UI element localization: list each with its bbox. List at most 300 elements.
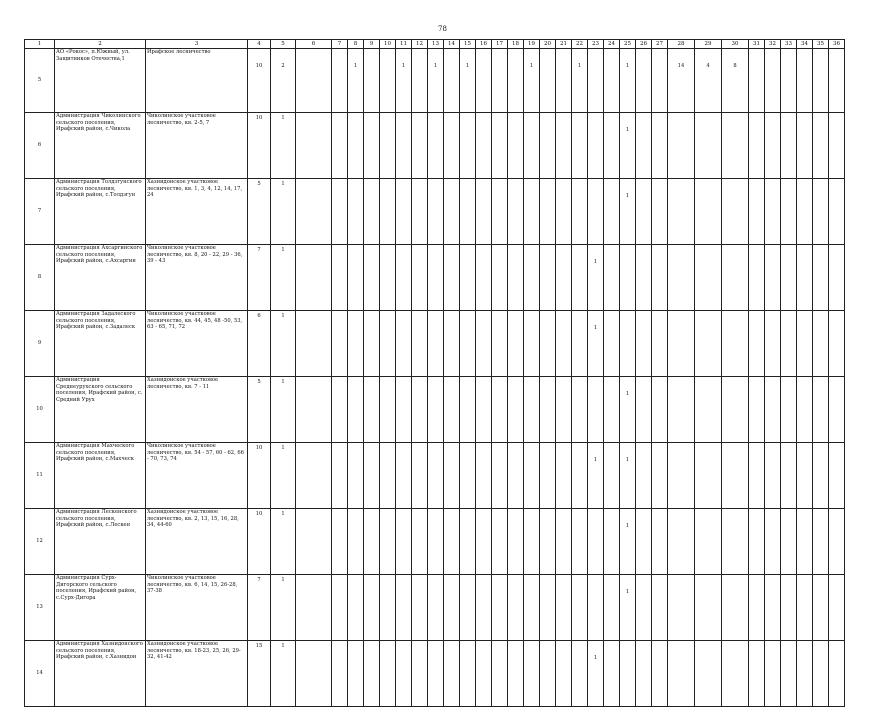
table-row	[25, 575, 845, 641]
row-number: 5	[25, 49, 55, 113]
value-cell	[636, 575, 652, 641]
value-cell	[636, 443, 652, 509]
value-cell	[749, 641, 765, 707]
value-cell	[508, 509, 524, 575]
column-number: 30	[722, 40, 749, 49]
value-cell	[540, 377, 556, 443]
value-cell	[296, 49, 332, 113]
value-cell	[797, 113, 813, 179]
value-cell	[396, 377, 412, 443]
value-cell	[348, 509, 364, 575]
value-cell	[636, 377, 652, 443]
value-cell	[444, 245, 460, 311]
value-cell	[797, 641, 813, 707]
value-cell	[652, 113, 668, 179]
value-cell	[540, 113, 556, 179]
value-cell	[380, 377, 396, 443]
value-cell	[428, 575, 444, 641]
table-row	[25, 377, 845, 443]
value-cell	[695, 179, 722, 245]
column-number: 15	[460, 40, 476, 49]
value-cell	[749, 443, 765, 509]
value-cell	[572, 509, 588, 575]
value-cell	[540, 49, 556, 113]
value-cell	[604, 113, 620, 179]
value-cell	[412, 179, 428, 245]
value-cell	[492, 509, 508, 575]
data-table	[24, 39, 845, 707]
column-number: 18	[508, 40, 524, 49]
page-number: 78	[438, 25, 447, 33]
value-cell: 5	[248, 377, 271, 443]
value-cell	[348, 113, 364, 179]
value-cell	[668, 245, 695, 311]
value-cell: 1	[588, 641, 604, 707]
value-cell	[524, 509, 540, 575]
value-cell	[797, 443, 813, 509]
value-cell	[556, 377, 572, 443]
value-cell	[749, 49, 765, 113]
value-cell	[348, 245, 364, 311]
value-cell	[813, 113, 829, 179]
value-cell	[781, 245, 797, 311]
column-number: 12	[412, 40, 428, 49]
value-cell	[813, 377, 829, 443]
value-cell	[444, 443, 460, 509]
column-number: 28	[668, 40, 695, 49]
value-cell	[476, 245, 492, 311]
value-cell: 1	[588, 311, 604, 377]
value-cell	[749, 179, 765, 245]
value-cell	[348, 641, 364, 707]
value-cell: 1	[572, 49, 588, 113]
value-cell: 10	[248, 509, 271, 575]
value-cell: 1	[271, 575, 296, 641]
value-cell	[508, 575, 524, 641]
value-cell	[364, 443, 380, 509]
column-number: 24	[604, 40, 620, 49]
value-cell	[652, 311, 668, 377]
value-cell	[396, 311, 412, 377]
value-cell	[296, 641, 332, 707]
value-cell	[829, 245, 845, 311]
value-cell: 1	[620, 377, 636, 443]
value-cell	[396, 179, 412, 245]
value-cell	[604, 377, 620, 443]
value-cell: 5	[248, 179, 271, 245]
value-cell	[460, 575, 476, 641]
value-cell	[749, 113, 765, 179]
value-cell: 1	[620, 179, 636, 245]
value-cell	[556, 509, 572, 575]
value-cell: 1	[271, 245, 296, 311]
value-cell	[428, 113, 444, 179]
value-cell: 1	[620, 443, 636, 509]
value-cell: 1	[271, 113, 296, 179]
value-cell	[652, 49, 668, 113]
value-cell	[829, 443, 845, 509]
column-number: 23	[588, 40, 604, 49]
column-number: 34	[797, 40, 813, 49]
value-cell	[781, 113, 797, 179]
value-cell	[722, 443, 749, 509]
value-cell	[813, 245, 829, 311]
value-cell	[428, 509, 444, 575]
value-cell	[332, 377, 348, 443]
column-number: 29	[695, 40, 722, 49]
value-cell	[428, 377, 444, 443]
row-number: 11	[25, 443, 55, 509]
value-cell	[492, 49, 508, 113]
value-cell	[380, 575, 396, 641]
value-cell	[444, 377, 460, 443]
value-cell: 8	[722, 49, 749, 113]
table-row	[25, 641, 845, 707]
value-cell	[765, 443, 781, 509]
value-cell	[332, 113, 348, 179]
organization-cell: Администрация Сурх-Дигорского сельского поселения, Ирафский район, с.Сурх-Дигора	[55, 575, 146, 641]
value-cell	[588, 575, 604, 641]
value-cell	[444, 311, 460, 377]
value-cell	[348, 311, 364, 377]
column-number: 25	[620, 40, 636, 49]
value-cell	[332, 311, 348, 377]
value-cell: 1	[524, 49, 540, 113]
value-cell	[524, 575, 540, 641]
value-cell	[428, 443, 444, 509]
organization-cell: Администрация Махческого сельского поселения, Ирафский район, с.Махческ	[55, 443, 146, 509]
value-cell	[556, 245, 572, 311]
value-cell	[364, 377, 380, 443]
value-cell	[296, 245, 332, 311]
value-cell	[813, 179, 829, 245]
column-number: 6	[296, 40, 332, 49]
value-cell	[524, 641, 540, 707]
forestry-cell: Хазнидонское участковое лесничество, кв. 1, 3, 4, 12, 14, 17, 24	[146, 179, 248, 245]
value-cell	[604, 49, 620, 113]
value-cell	[652, 509, 668, 575]
forestry-cell: Хазнидонское участковое лесничество, кв. 2, 13, 15, 16, 28, 34, 44-60	[146, 509, 248, 575]
value-cell	[652, 377, 668, 443]
value-cell	[668, 377, 695, 443]
value-cell	[668, 641, 695, 707]
value-cell	[604, 245, 620, 311]
value-cell	[460, 377, 476, 443]
value-cell	[460, 509, 476, 575]
column-number: 7	[332, 40, 348, 49]
value-cell	[829, 311, 845, 377]
value-cell	[412, 641, 428, 707]
value-cell	[296, 311, 332, 377]
value-cell	[797, 509, 813, 575]
row-number: 9	[25, 311, 55, 377]
column-number: 26	[636, 40, 652, 49]
value-cell	[492, 575, 508, 641]
column-number: 10	[380, 40, 396, 49]
value-cell	[829, 509, 845, 575]
table-row	[25, 245, 845, 311]
value-cell	[588, 377, 604, 443]
value-cell	[540, 311, 556, 377]
value-cell	[412, 245, 428, 311]
value-cell	[695, 377, 722, 443]
value-cell	[781, 641, 797, 707]
value-cell	[332, 179, 348, 245]
column-number-row	[25, 40, 845, 49]
value-cell	[781, 443, 797, 509]
value-cell	[636, 311, 652, 377]
value-cell	[412, 377, 428, 443]
value-cell	[781, 509, 797, 575]
value-cell	[540, 575, 556, 641]
value-cell	[476, 49, 492, 113]
value-cell	[492, 311, 508, 377]
value-cell	[476, 377, 492, 443]
value-cell	[722, 113, 749, 179]
organization-cell: Администрация Толдзгунского сельского поселения, Ирафский район, с.Толдзгун	[55, 179, 146, 245]
value-cell: 1	[271, 179, 296, 245]
value-cell: 10	[248, 113, 271, 179]
value-cell	[364, 641, 380, 707]
value-cell	[508, 377, 524, 443]
value-cell	[380, 113, 396, 179]
value-cell	[829, 575, 845, 641]
value-cell	[722, 641, 749, 707]
value-cell	[396, 641, 412, 707]
value-cell	[588, 179, 604, 245]
value-cell	[396, 509, 412, 575]
value-cell	[765, 575, 781, 641]
value-cell	[444, 509, 460, 575]
value-cell	[460, 641, 476, 707]
value-cell	[695, 245, 722, 311]
value-cell	[572, 377, 588, 443]
column-number: 32	[765, 40, 781, 49]
value-cell	[492, 245, 508, 311]
value-cell	[524, 443, 540, 509]
value-cell	[476, 113, 492, 179]
value-cell	[797, 245, 813, 311]
value-cell	[652, 443, 668, 509]
row-number: 12	[25, 509, 55, 575]
value-cell	[444, 641, 460, 707]
value-cell	[797, 575, 813, 641]
value-cell	[524, 113, 540, 179]
value-cell	[508, 443, 524, 509]
value-cell	[364, 245, 380, 311]
value-cell	[364, 49, 380, 113]
column-number: 22	[572, 40, 588, 49]
value-cell	[781, 575, 797, 641]
value-cell	[380, 311, 396, 377]
value-cell	[364, 113, 380, 179]
forestry-cell: Ирафское лесничество	[146, 49, 248, 113]
value-cell	[396, 443, 412, 509]
value-cell	[620, 311, 636, 377]
organization-cell: Администрация Хазнидонского сельского поселения, Ирафский район, с.Хазнидон	[55, 641, 146, 707]
value-cell	[364, 311, 380, 377]
value-cell: 1	[271, 443, 296, 509]
value-cell	[588, 509, 604, 575]
value-cell	[636, 179, 652, 245]
value-cell	[829, 641, 845, 707]
value-cell	[765, 113, 781, 179]
value-cell	[749, 575, 765, 641]
value-cell	[364, 575, 380, 641]
value-cell	[380, 179, 396, 245]
forestry-cell: Чиколинское участковое лесничество, кв. 8, 20 - 22, 29 - 36, 39 - 43	[146, 245, 248, 311]
value-cell	[722, 311, 749, 377]
value-cell	[588, 113, 604, 179]
column-number: 35	[813, 40, 829, 49]
value-cell	[781, 377, 797, 443]
value-cell	[364, 509, 380, 575]
value-cell	[556, 311, 572, 377]
value-cell	[476, 641, 492, 707]
value-cell	[604, 179, 620, 245]
value-cell	[348, 575, 364, 641]
value-cell	[572, 113, 588, 179]
value-cell	[396, 113, 412, 179]
value-cell	[556, 641, 572, 707]
value-cell	[749, 245, 765, 311]
value-cell: 1	[271, 377, 296, 443]
value-cell	[540, 641, 556, 707]
column-number: 5	[271, 40, 296, 49]
column-number: 31	[749, 40, 765, 49]
value-cell	[668, 179, 695, 245]
value-cell: 1	[620, 509, 636, 575]
value-cell	[444, 179, 460, 245]
table-row	[25, 179, 845, 245]
value-cell	[508, 49, 524, 113]
value-cell	[296, 575, 332, 641]
value-cell	[765, 641, 781, 707]
value-cell	[781, 49, 797, 113]
value-cell	[749, 311, 765, 377]
value-cell: 2	[271, 49, 296, 113]
column-number: 9	[364, 40, 380, 49]
value-cell	[604, 575, 620, 641]
value-cell	[695, 641, 722, 707]
value-cell: 1	[348, 49, 364, 113]
value-cell	[556, 113, 572, 179]
column-number: 2	[55, 40, 146, 49]
value-cell	[829, 113, 845, 179]
value-cell	[540, 179, 556, 245]
value-cell	[668, 575, 695, 641]
value-cell	[428, 311, 444, 377]
value-cell	[695, 509, 722, 575]
forestry-cell: Чиколинское участковое лесничество, кв. 2-5, 7	[146, 113, 248, 179]
value-cell	[813, 509, 829, 575]
value-cell	[668, 509, 695, 575]
value-cell	[492, 641, 508, 707]
value-cell	[765, 377, 781, 443]
value-cell	[572, 179, 588, 245]
column-number: 11	[396, 40, 412, 49]
row-number: 8	[25, 245, 55, 311]
column-number: 19	[524, 40, 540, 49]
value-cell: 1	[620, 575, 636, 641]
value-cell	[556, 179, 572, 245]
value-cell	[668, 443, 695, 509]
value-cell	[797, 311, 813, 377]
value-cell	[492, 443, 508, 509]
column-number: 4	[248, 40, 271, 49]
row-number: 7	[25, 179, 55, 245]
organization-cell: Администрация Среднеурухского сельского поселения, Ирафский район, с. Средний Урух	[55, 377, 146, 443]
value-cell	[540, 245, 556, 311]
value-cell	[556, 443, 572, 509]
value-cell	[652, 179, 668, 245]
row-number: 14	[25, 641, 55, 707]
value-cell	[765, 179, 781, 245]
value-cell	[380, 49, 396, 113]
value-cell	[604, 443, 620, 509]
value-cell	[296, 377, 332, 443]
value-cell	[476, 311, 492, 377]
value-cell	[476, 575, 492, 641]
value-cell	[396, 245, 412, 311]
value-cell	[797, 179, 813, 245]
value-cell	[829, 179, 845, 245]
value-cell: 1	[271, 509, 296, 575]
value-cell	[428, 245, 444, 311]
value-cell	[476, 443, 492, 509]
value-cell	[380, 443, 396, 509]
value-cell	[572, 641, 588, 707]
value-cell	[296, 113, 332, 179]
value-cell: 1	[396, 49, 412, 113]
column-number: 13	[428, 40, 444, 49]
value-cell	[296, 443, 332, 509]
value-cell	[540, 443, 556, 509]
value-cell: 1	[271, 641, 296, 707]
value-cell	[508, 311, 524, 377]
value-cell	[492, 179, 508, 245]
value-cell	[348, 179, 364, 245]
value-cell: 10	[248, 49, 271, 113]
value-cell	[412, 311, 428, 377]
value-cell	[604, 311, 620, 377]
value-cell	[492, 113, 508, 179]
value-cell	[572, 245, 588, 311]
value-cell	[332, 509, 348, 575]
value-cell	[695, 113, 722, 179]
value-cell	[460, 179, 476, 245]
value-cell	[636, 49, 652, 113]
value-cell	[722, 245, 749, 311]
value-cell	[813, 49, 829, 113]
value-cell	[412, 113, 428, 179]
table-row	[25, 443, 845, 509]
value-cell	[348, 377, 364, 443]
value-cell	[652, 245, 668, 311]
value-cell	[572, 311, 588, 377]
value-cell	[668, 113, 695, 179]
forestry-cell: Чиколинское участковое лесничество, кв. 6, 14, 15, 26-28, 37-38	[146, 575, 248, 641]
forestry-cell: Хазнидонское участковое лесничество, кв. 7 - 11	[146, 377, 248, 443]
value-cell	[348, 443, 364, 509]
value-cell	[556, 49, 572, 113]
value-cell	[668, 311, 695, 377]
value-cell	[492, 377, 508, 443]
value-cell	[620, 245, 636, 311]
value-cell	[296, 509, 332, 575]
value-cell	[813, 311, 829, 377]
forestry-cell: Хазнидонское участковое лесничество, кв. 18-23, 25, 26, 29-32, 41-42	[146, 641, 248, 707]
